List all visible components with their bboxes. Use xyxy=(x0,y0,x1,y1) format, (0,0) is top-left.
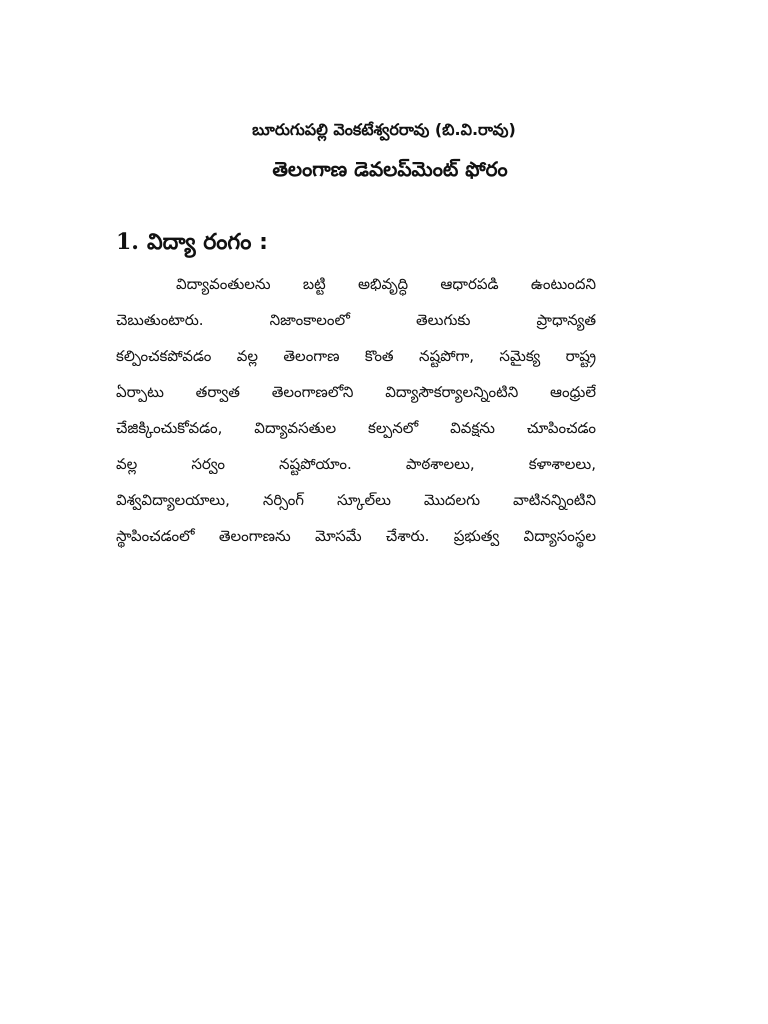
paragraph-line: చేజిక్కించుకోవడం, విద్యావసతుల కల్పనలో వివక్షను చూపించడం xyxy=(116,419,596,437)
paragraph-line: విశ్వవిద్యాలయాలు, నర్సింగ్ స్కూల్‌లు మొదలగు వాటినన్నింటిని xyxy=(116,491,596,509)
organization-title: తెలంగాణ డెవలప్‌మెంట్ ఫోరం xyxy=(272,157,508,181)
paragraph-line: విద్యావంతులను బట్టి అభివృద్ధి ఆధారపడి ఉంటుందని xyxy=(176,275,596,293)
paragraph-line: చెబుతుంటారు. నిజాంకాలంలో తెలుగుకు ప్రాధాన్యత xyxy=(116,311,596,329)
section-number: 1. xyxy=(116,229,139,255)
paragraph-line: ఏర్పాటు తర్వాత తెలంగాణలోని విద్యాసౌకర్యాలన్నింటిని ఆంధ్రులే xyxy=(116,383,596,401)
paragraph-line: కల్పించకపోవడం వల్ల తెలంగాణ కొంత నష్టపోగా, సమైక్య రాష్ట్ర xyxy=(116,347,596,365)
paragraph-line: స్థాపించడంలో తెలంగాణను మోసమే చేశారు. ప్రభుత్వ విద్యాసంస్థల xyxy=(116,527,596,545)
body-paragraph xyxy=(116,266,596,554)
paragraph-line: వల్ల సర్వం నష్టపోయాం. పాఠశాలలు, కళాశాలలు, xyxy=(116,455,596,473)
section-title: విద్యా రంగం : xyxy=(146,230,268,255)
section-heading xyxy=(116,226,268,259)
author-line: బూరుగుపల్లి వెంకటేశ్వరరావు (బి.వి.రావు) xyxy=(252,120,516,139)
